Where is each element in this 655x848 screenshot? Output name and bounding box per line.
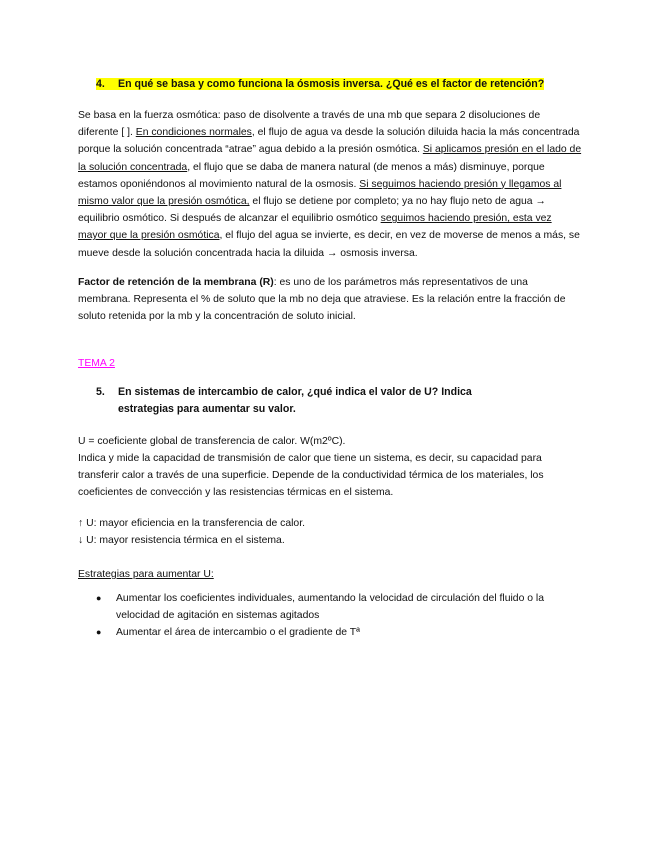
list-item <box>96 624 571 641</box>
underlined-text: seguimos haciendo presión, esta vez mayor que la presión osmótica <box>78 213 552 242</box>
question-title: En sistemas de intercambio de calor, ¿qué indica el valor de U? Indica estrategias para aumentar su valor. <box>118 386 472 415</box>
list-item-text: Aumentar el área de intercambio o el gradiente de Tª <box>116 627 360 638</box>
retention-factor-paragraph <box>78 274 583 326</box>
section-title: TEMA 2 <box>78 358 115 369</box>
question-4-highlight <box>96 78 544 90</box>
bold-term: Factor de retención de la membrana (R) <box>78 277 274 288</box>
strategies-list <box>96 590 571 641</box>
underlined-text: En condiciones normales <box>135 127 252 139</box>
osmosis-paragraph <box>78 107 583 262</box>
bullet-icon: ● <box>96 627 102 637</box>
text-span: : es uno de los parámetros más representativos de una membrana. Representa el % de soluto que la mb no deja que atraviese. Es la relación entre la fracción de soluto retenida por la mb y la concentración de soluto inicial. <box>78 277 566 323</box>
underlined-text: Si seguimos haciendo presión y llegamos al mismo valor que la presión osmótica, <box>78 178 562 208</box>
question-number: 4. <box>96 78 105 90</box>
text-span: el flujo se detiene por completo; ya no hay flujo neto de agua → equilibrio osmótico. Si después de alcanzar el equilibrio osmótico <box>78 196 546 225</box>
underlined-text: Si aplicamos presión en el lado de la solución concentrada <box>78 144 582 173</box>
list-item <box>96 590 571 624</box>
bullet-icon: ● <box>96 593 102 603</box>
text-span: , el flujo del agua se invierte, es decir, en vez de moverse de menos a más, se mueve desde la solución concentrada hacia la diluida → osmosis inversa. <box>78 230 580 259</box>
u-explanation: Indica y mide la capacidad de transmisión de calor que tiene un sistema, es decir, su capacidad para transferir calor a través de una superficie. Depende de la conductividad térmica de los materiales, los coeficientes de convección y las resistencias térmicas en el sistema. <box>78 453 544 499</box>
question-4-heading <box>96 76 556 92</box>
u-decrease-line: ↓ U: mayor resistencia térmica en el sistema. <box>78 535 285 546</box>
u-increase-line: ↑ U: mayor eficiencia en la transferencia de calor. <box>78 518 305 529</box>
strategies-heading: Estrategias para aumentar U: <box>78 569 214 580</box>
question-5-heading <box>96 384 516 418</box>
text-span: , el flujo que se daba de manera natural (de menos a más) disminuye, porque estamos oponiéndonos al movimiento natural de la osmosis. <box>78 161 545 190</box>
text-span: Se basa en la fuerza osmótica: paso de disolvente a través de una mb que separa 2 disoluciones de diferente [ ]. <box>78 110 541 139</box>
list-item-text: Aumentar los coeficientes individuales, aumentando la velocidad de circulación del fluido o la velocidad de agitación en sistemas agitados <box>116 593 545 621</box>
u-definition: U = coeficiente global de transferencia de calor. W(m2ºC). <box>78 436 346 447</box>
text-span: , el flujo de agua va desde la solución diluida hacia la más concentrada porque la solución concentrada “atrae” agua debido a la presión osmótica. <box>78 127 580 156</box>
question-number: 5. <box>96 386 105 398</box>
question-title: En qué se basa y como funciona la ósmosis inversa. ¿Qué es el factor de retención? <box>118 78 545 90</box>
